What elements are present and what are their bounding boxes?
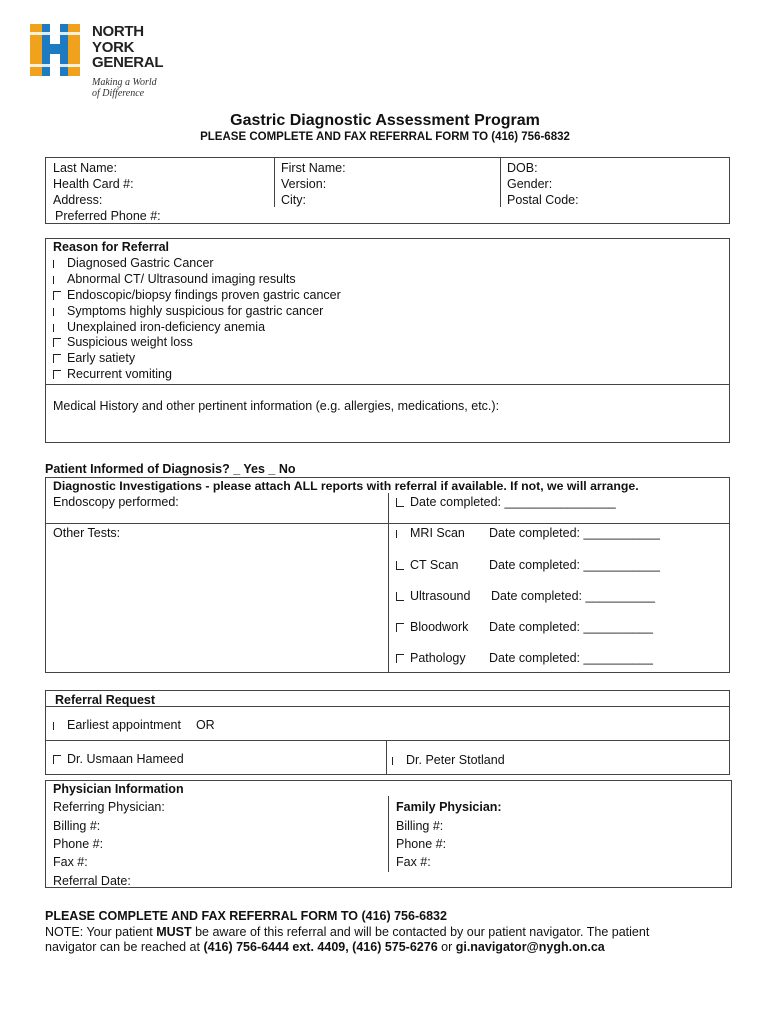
logo-mark (30, 24, 80, 76)
navigator-email[interactable]: gi.navigator@nygh.on.ca (455, 940, 605, 954)
checkbox-icon[interactable] (53, 370, 61, 379)
reason-item-label: Diagnosed Gastric Cancer (67, 256, 214, 270)
reason-item-abnormal-ct[interactable] (53, 271, 296, 287)
reason-item-endoscopic[interactable] (53, 287, 341, 303)
reason-item-label: Early satiety (67, 351, 136, 365)
tagline-line-1: Making a World (92, 77, 157, 88)
health-card-label: Health Card #: (53, 177, 134, 191)
reason-item-symptoms[interactable] (53, 303, 323, 319)
checkbox-icon[interactable] (53, 338, 61, 347)
test-name: Ultrasound (410, 589, 471, 603)
logo-tagline (92, 77, 157, 99)
reason-item-label: Abnormal CT/ Ultrasound imaging results (67, 272, 296, 286)
address-label: Address: (53, 193, 103, 207)
reason-item-label: Suspicious weight loss (67, 335, 193, 349)
checkbox-icon[interactable] (396, 654, 404, 663)
first-name-label: First Name: (281, 161, 346, 175)
note-text: be aware of this referral and will be contacted by our patient navigator. The patient (191, 925, 650, 939)
test-pathology[interactable] (396, 650, 466, 666)
earliest-appointment-label: Earliest appointment (67, 718, 181, 732)
reason-item-label: Recurrent vomiting (67, 367, 172, 381)
billing-label: Billing #: (53, 819, 101, 833)
version-label: Version: (281, 177, 327, 191)
logo-line-general: GENERAL (92, 54, 164, 71)
test-ct[interactable] (396, 557, 458, 573)
checkbox-icon[interactable] (53, 308, 57, 316)
family-billing-label: Billing #: (396, 819, 444, 833)
checkbox-icon[interactable] (396, 530, 400, 538)
doctor-stotland-option[interactable] (392, 752, 505, 768)
checkbox-icon[interactable] (53, 324, 57, 332)
reason-item-diagnosed[interactable] (53, 255, 214, 271)
page-title: Gastric Diagnostic Assessment Program (230, 112, 540, 129)
checkbox-icon[interactable] (53, 722, 57, 730)
phone-label: Phone #: (53, 837, 104, 851)
checkbox-icon[interactable] (53, 276, 57, 284)
physician-heading: Physician Information (53, 782, 184, 796)
reason-item-weight-loss[interactable] (53, 334, 193, 350)
test-ultrasound[interactable] (396, 588, 470, 604)
checkbox-icon[interactable] (53, 291, 61, 300)
doctor-hameed-option[interactable] (53, 751, 184, 767)
city-label: City: (281, 193, 306, 207)
last-name-label: Last Name: (53, 161, 117, 175)
reason-item-vomiting[interactable] (53, 366, 172, 382)
or-label: OR (195, 718, 215, 732)
test-mri[interactable] (396, 525, 465, 541)
test-name: CT Scan (410, 558, 459, 572)
reason-item-early-satiety[interactable] (53, 350, 135, 366)
footer-note-line-2 (45, 939, 605, 955)
reason-item-label: Unexplained iron-deficiency anemia (67, 320, 266, 334)
test-ultrasound-date[interactable]: Date completed: __________ (491, 589, 656, 603)
test-bloodwork[interactable] (396, 619, 468, 635)
reason-item-label: Symptoms highly suspicious for gastric cancer (67, 304, 324, 318)
logo-line-york: YORK (92, 38, 135, 56)
other-tests-label: Other Tests: (53, 526, 121, 540)
family-fax-label: Fax #: (396, 855, 431, 869)
family-phone-label: Phone #: (396, 837, 447, 851)
note-text: or (437, 940, 456, 954)
test-name: Pathology (410, 651, 466, 665)
test-name: Bloodwork (410, 620, 469, 634)
tagline-line-2: of Difference (92, 88, 145, 99)
page-subtitle: PLEASE COMPLETE AND FAX REFERRAL FORM TO (416) 756-6832 (200, 131, 570, 143)
test-pathology-date[interactable]: Date completed: __________ (489, 651, 654, 665)
patient-informed-question[interactable]: Patient Informed of Diagnosis? _ Yes _ No (45, 462, 296, 476)
gender-label: Gender: (507, 177, 553, 191)
referral-request-heading: Referral Request (55, 693, 156, 707)
note-text: navigator can be reached at (45, 940, 204, 954)
test-bloodwork-date[interactable]: Date completed: __________ (489, 620, 654, 634)
test-ct-date[interactable]: Date completed: ___________ (489, 558, 660, 572)
checkbox-icon[interactable] (53, 354, 61, 363)
checkbox-icon[interactable] (396, 592, 404, 601)
family-physician-label: Family Physician: (396, 800, 502, 814)
endoscopy-label: Endoscopy performed: (53, 495, 179, 509)
logo-text (92, 24, 163, 71)
footer-note-line-1 (45, 924, 649, 940)
navigator-phones: (416) 756-6444 ext. 4409, (416) 575-6276 (203, 940, 438, 954)
reason-heading: Reason for Referral (53, 240, 170, 254)
note-text: NOTE: Your patient (45, 925, 157, 939)
test-mri-date[interactable]: Date completed: ___________ (489, 526, 660, 540)
checkbox-icon[interactable] (53, 260, 57, 268)
doctor-stotland-label: Dr. Peter Stotland (406, 753, 505, 767)
reason-item-anemia[interactable] (53, 319, 265, 335)
checkbox-icon[interactable] (53, 755, 61, 764)
test-name: MRI Scan (410, 526, 465, 540)
checkbox-icon[interactable] (396, 561, 404, 570)
checkbox-icon[interactable] (396, 623, 404, 632)
doctor-hameed-label: Dr. Usmaan Hameed (67, 752, 184, 766)
dob-label: DOB: (507, 161, 538, 175)
diagnostic-heading: Diagnostic Investigations - please attach ALL reports with referral if available. If not, we will arrange. (53, 479, 639, 493)
reason-item-label: Endoscopic/biopsy findings proven gastric cancer (67, 288, 341, 302)
endoscopy-date-label: Date completed: ________________ (410, 495, 616, 509)
postal-code-label: Postal Code: (507, 193, 579, 207)
checkbox-icon[interactable] (392, 757, 396, 765)
referral-date-label: Referral Date: (53, 874, 131, 888)
endoscopy-date[interactable] (396, 494, 616, 510)
note-must: MUST (156, 925, 192, 939)
fax-label: Fax #: (53, 855, 88, 869)
logo-line-north: NORTH (92, 23, 144, 40)
earliest-appointment-option[interactable] (53, 717, 215, 733)
referring-physician-label: Referring Physician: (53, 800, 165, 814)
medical-history-label[interactable]: Medical History and other pertinent information (e.g. allergies, medications, etc.): (53, 399, 500, 413)
footer-heading: PLEASE COMPLETE AND FAX REFERRAL FORM TO (416) 756-6832 (45, 909, 447, 923)
preferred-phone-label: Preferred Phone #: (55, 209, 161, 223)
checkbox-icon[interactable] (396, 498, 404, 507)
